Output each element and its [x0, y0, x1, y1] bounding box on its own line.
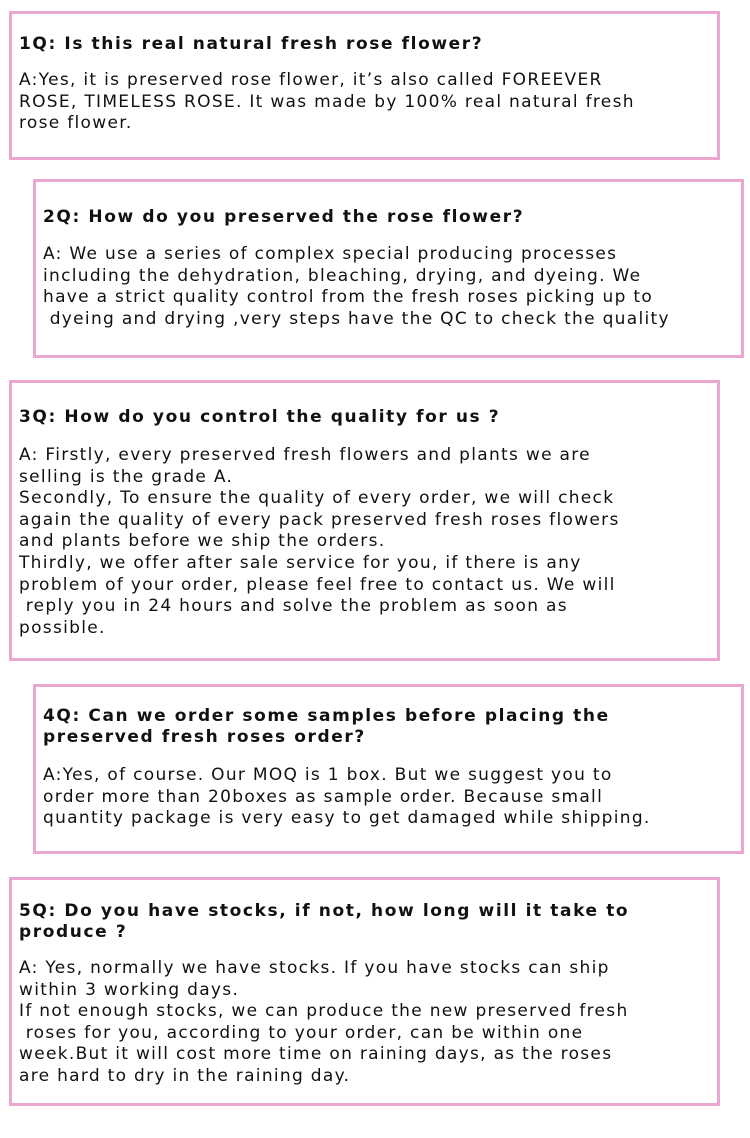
faq-question: 1Q: Is this real natural fresh rose flower?	[19, 34, 484, 54]
faq-card-5	[9, 877, 720, 1106]
faq-answer: A: Firstly, every preserved fresh flowers and plants we are selling is the grade A. Secondly, To ensure the quality of every order, we will check again the quality of every pack preserved fresh roses flowers and plants before we ship the orders. Thirdly, we offer after sale service for you, if there is any problem of your order, please feel free to contact us. We will reply you in 24 hours and solve the problem as soon as possible.	[19, 445, 620, 638]
faq-answer: A:Yes, it is preserved rose flower, it’s also called FOREEVER ROSE, TIMELESS ROSE. It was made by 100% real natural fresh rose flower.	[19, 70, 635, 134]
faq-card-1	[9, 11, 720, 160]
faq-question: 5Q: Do you have stocks, if not, how long will it take to produce ?	[19, 901, 630, 942]
faq-card-2	[33, 179, 744, 358]
faq-question: 2Q: How do you preserved the rose flower?	[43, 207, 525, 227]
faq-answer: A: We use a series of complex special producing processes including the dehydration, bleaching, drying, and dyeing. We have a strict quality control from the fresh roses picking up to dyeing and drying ,very steps have the QC to check the quality	[43, 244, 670, 329]
faq-question: 4Q: Can we order some samples before placing the preserved fresh roses order?	[43, 706, 610, 747]
faq-answer: A:Yes, of course. Our MOQ is 1 box. But we suggest you to order more than 20boxes as sample order. Because small quantity package is very easy to get damaged while shipping.	[43, 765, 651, 829]
faq-card-4	[33, 684, 744, 854]
faq-question: 3Q: How do you control the quality for us ?	[19, 407, 501, 427]
faq-answer: A: Yes, normally we have stocks. If you have stocks can ship within 3 working days. If not enough stocks, we can produce the new preserved fresh roses for you, according to your order, can be within one week.But it will cost more time on raining days, as the roses are hard to dry in the raining day.	[19, 958, 629, 1086]
faq-card-3	[9, 380, 720, 661]
